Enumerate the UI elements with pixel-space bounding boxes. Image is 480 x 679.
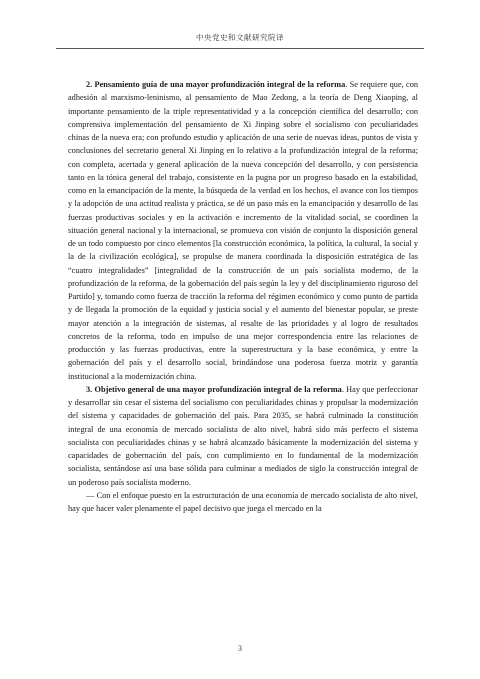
paragraph-general-objective bbox=[68, 383, 418, 489]
paragraph-text: — Con el enfoque puesto en la estructuración de una economía de mercado socialista de alto nivel, hay que hacer valer plenamente el papel decisivo que juega el mercado en la bbox=[68, 490, 418, 513]
document-body bbox=[68, 78, 418, 515]
paragraph-heading: 2. Pensamiento guía de una mayor profundización integral de la reforma bbox=[86, 80, 346, 89]
page-number-text: 3 bbox=[238, 644, 242, 653]
paragraph-text: . Hay que perfeccionar y desarrollar sin cesar el sistema del socialismo con peculiaridades chinas y propulsar la modernización del sistema y capacidades de gobernación del país. Para 2035, se habrá culminado la constitución integral de una economía de mercado socialista de alto nivel, habrá sido más perfecto el sistema socialista con peculiaridades chinas y se habrá alcanzado básicamente la modernización del sistema y capacidades de gobernación del país, con cumplimiento en lo fundamental de la modernización socialista, sentándose así una base sólida para culminar a mediados de siglo la construcción integral de un poderoso país socialista moderno. bbox=[68, 384, 418, 487]
paragraph-text: . Se requiere que, con adhesión al marxismo-leninismo, al pensamiento de Mao Zedong, a la teoría de Deng Xiaoping, al importante pensamiento de la triple representatividad y a la concepción científica del desarrollo; con comprensiva implementación del pensamiento de Xi Jinping sobre el socialismo con peculiaridades chinas de la nueva era; con profundo estudio y aplicación de una serie de nuevas ideas, puntos de vista y conclusiones del secretario general Xi Jinping en lo relativo a la profundización integral de la reforma; con completa, acertada y general aplicación de la nueva concepción del desarrollo, y con persistencia tanto en la tónica general del trabajo, consistente en la pugna por un progreso basado en la estabilidad, como en la emancipación de la mente, la búsqueda de la verdad en los hechos, el avance con los tiempos y la adopción de una actitud realista y práctica, se dé un paso más en la emancipación y desarrollo de las fuerzas productivas sociales y en la activación e incremento de la vitalidad social, se coordinen la situación general nacional y la internacional, se promueva con visión de conjunto la disposición general de un todo compuesto por cinco elementos [la construcción económica, la política, la cultural, la social y la de la civilización ecológica], se propulse de manera coordinada la disposición estratégica de las “cuatro integralidades” [integralidad de la construcción de un país socialista moderno, de la profundización de la reforma, de la gobernación del país según la ley y del disciplinamiento riguroso del Partido] y, tomando como fuerza de tracción la reforma del régimen económico y como punto de partida y de llegada la promoción de la equidad y justicia social y el aumento del bienestar popular, se preste mayor atención a la integración de sistemas, al resalte de las prioridades y al logro de resultados concretos de la reforma, todo en impulso de una mejor correspondencia entre las relaciones de producción y las fuerzas productivas, entre la superestructura y la base económica, y entre la gobernación del país y el desarrollo social, brindándose una poderosa fuerza motriz y garantía institucional a la modernización china. bbox=[68, 80, 418, 381]
page-header bbox=[56, 30, 424, 49]
page-number bbox=[0, 644, 480, 653]
paragraph-guiding-thought bbox=[68, 78, 418, 383]
header-text: 中央党史和文献研究院译 bbox=[196, 33, 284, 42]
paragraph-heading: 3. Objetivo general de una mayor profundización integral de la reforma bbox=[86, 384, 342, 394]
paragraph-market-economy bbox=[68, 489, 418, 516]
